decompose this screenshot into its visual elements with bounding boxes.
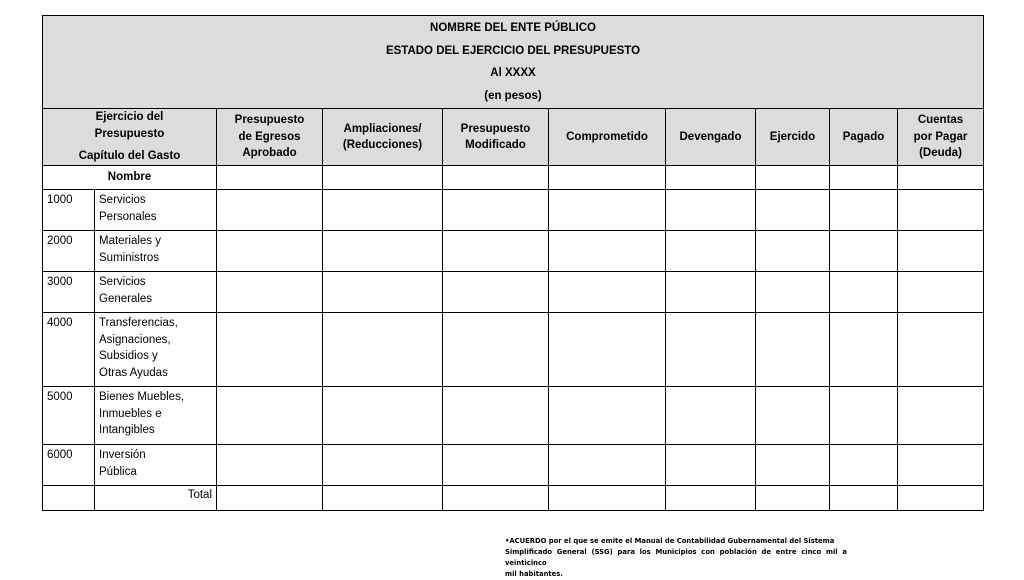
table-cell	[898, 190, 984, 231]
table-cell	[898, 313, 984, 387]
chapter-description: Bienes Muebles, Inmuebles e Intangibles	[95, 387, 217, 445]
footnote-line: •ACUERDO por el que se emite el Manual de Contabilidad Gubernamental del Sistema	[505, 537, 835, 545]
table-cell	[830, 231, 898, 272]
table-cell	[549, 486, 666, 511]
table-cell	[756, 231, 830, 272]
col-header-comprometido: Comprometido	[549, 109, 666, 166]
table-cell	[43, 486, 95, 511]
table-cell	[217, 231, 323, 272]
table-cell	[549, 445, 666, 486]
chapter-code: 1000	[43, 190, 95, 231]
table-row	[43, 231, 984, 272]
table-cell	[756, 445, 830, 486]
chapter-description: Inversión Pública	[95, 445, 217, 486]
table-cell	[830, 445, 898, 486]
table-cell	[666, 445, 756, 486]
table-cell	[756, 313, 830, 387]
table-cell	[549, 272, 666, 313]
col-header-ampliaciones: Ampliaciones/ (Reducciones)	[323, 109, 443, 166]
chapter-code: 3000	[43, 272, 95, 313]
chapter-code: 5000	[43, 387, 95, 445]
table-cell	[443, 190, 549, 231]
table-cell	[756, 272, 830, 313]
table-cell	[323, 387, 443, 445]
col-header-ejercido: Ejercido	[756, 109, 830, 166]
table-cell	[830, 166, 898, 190]
table-cell	[549, 387, 666, 445]
table-cell	[443, 313, 549, 387]
table-cell	[443, 387, 549, 445]
report-date: Al XXXX	[490, 67, 536, 79]
table-row	[43, 272, 984, 313]
table-cell	[217, 190, 323, 231]
col-header-devengado: Devengado	[666, 109, 756, 166]
table-cell	[830, 486, 898, 511]
table-cell	[898, 272, 984, 313]
report-title: ESTADO DEL EJERCICIO DEL PRESUPUESTO	[385, 44, 641, 57]
table-cell	[443, 486, 549, 511]
table-cell	[898, 166, 984, 190]
chapter-description: Servicios Personales	[95, 190, 217, 231]
table-cell	[549, 190, 666, 231]
entity-name: NOMBRE DEL ENTE PÚBLICO	[430, 22, 596, 34]
table-cell	[323, 166, 443, 190]
table-cell	[898, 387, 984, 445]
table-cell	[830, 272, 898, 313]
table-cell	[756, 387, 830, 445]
table-cell	[666, 387, 756, 445]
total-label: Total	[95, 486, 217, 511]
budget-table	[42, 15, 984, 511]
table-cell	[217, 166, 323, 190]
table-cell	[830, 313, 898, 387]
footnote-line: mil habitantes.	[505, 570, 563, 578]
chapter-description: Transferencias, Asignaciones, Subsidios y Otras Ayudas	[95, 313, 217, 387]
table-row	[43, 387, 984, 445]
table-cell	[217, 445, 323, 486]
report-units: (en pesos)	[484, 89, 542, 102]
table-row	[43, 190, 984, 231]
table-cell	[549, 231, 666, 272]
table-cell	[666, 166, 756, 190]
col-header-cuentas: Cuentas por Pagar (Deuda)	[898, 109, 984, 166]
table-cell	[323, 190, 443, 231]
table-cell	[549, 313, 666, 387]
chapter-code: 4000	[43, 313, 95, 387]
table-cell	[443, 231, 549, 272]
chapter-code: 6000	[43, 445, 95, 486]
table-cell	[666, 190, 756, 231]
nombre-label: Nombre	[43, 166, 217, 190]
table-cell	[898, 445, 984, 486]
table-cell	[443, 166, 549, 190]
table-cell	[323, 272, 443, 313]
table-cell	[323, 231, 443, 272]
table-cell	[549, 166, 666, 190]
table-cell	[666, 486, 756, 511]
report-title-block	[43, 16, 984, 109]
table-row	[43, 313, 984, 387]
col-header-aprobado: Presupuesto de Egresos Aprobado	[217, 109, 323, 166]
table-cell	[666, 313, 756, 387]
table-cell	[898, 231, 984, 272]
chapter-code: 2000	[43, 231, 95, 272]
table-cell	[217, 387, 323, 445]
table-cell	[830, 190, 898, 231]
table-cell	[323, 486, 443, 511]
col-header-capitulo: Ejercicio del Presupuesto Capítulo del Gasto	[43, 109, 217, 166]
table-cell	[666, 272, 756, 313]
table-cell	[217, 313, 323, 387]
chapter-description: Materiales y Suministros	[95, 231, 217, 272]
table-cell	[323, 313, 443, 387]
table-cell	[756, 166, 830, 190]
table-cell	[666, 231, 756, 272]
footnote-line: Simplificado General (SSG) para los Municipios con población de entre cinco mil a veinticinco	[505, 548, 847, 567]
chapter-rows	[43, 190, 984, 486]
table-cell	[217, 272, 323, 313]
table-cell	[830, 387, 898, 445]
table-cell	[217, 486, 323, 511]
table-cell	[756, 190, 830, 231]
table-cell	[443, 272, 549, 313]
table-cell	[323, 445, 443, 486]
table-cell	[898, 486, 984, 511]
table-row	[43, 445, 984, 486]
chapter-description: Servicios Generales	[95, 272, 217, 313]
col-header-modificado: Presupuesto Modificado	[443, 109, 549, 166]
table-cell	[756, 486, 830, 511]
col-header-pagado: Pagado	[830, 109, 898, 166]
footnote	[505, 536, 847, 580]
table-cell	[443, 445, 549, 486]
